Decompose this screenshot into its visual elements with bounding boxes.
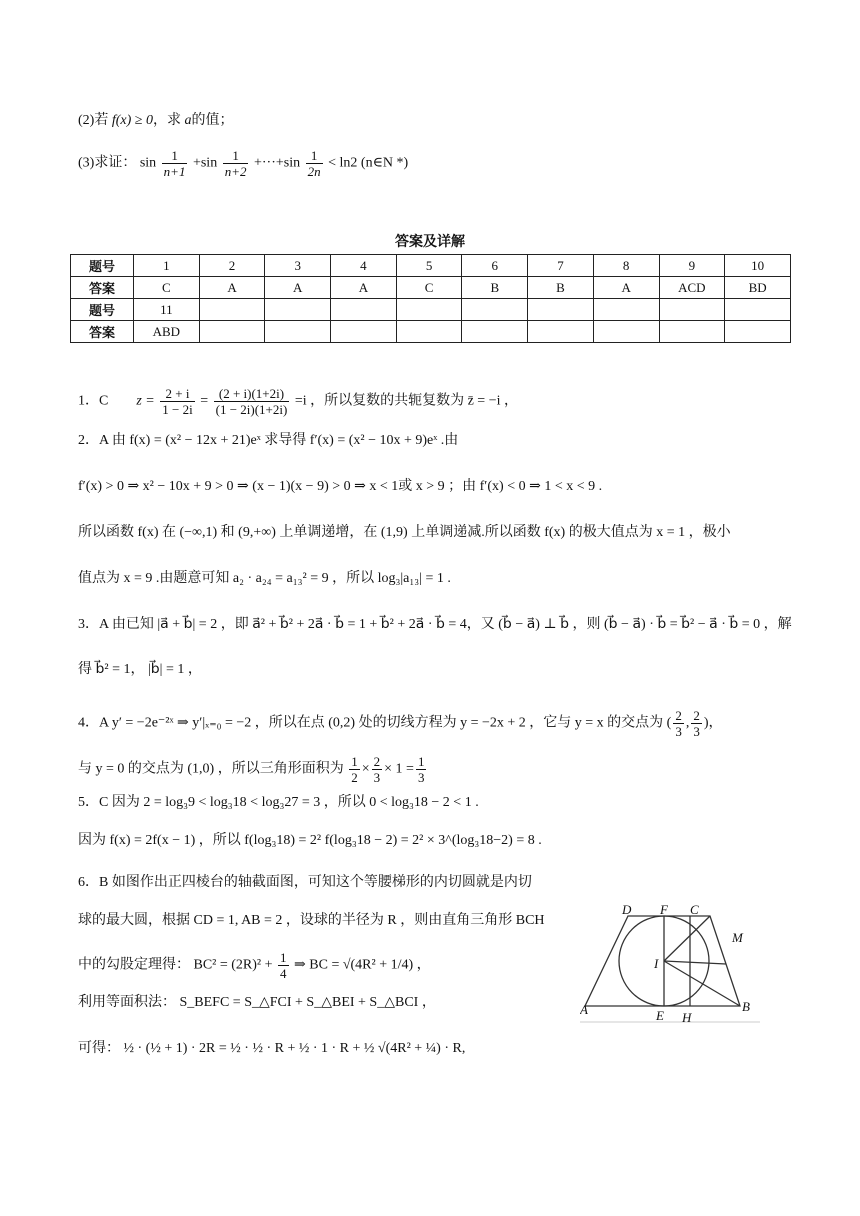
solution-2-line-1: 2．A 由 f(x) = (x² − 12x + 21)eˣ 求导得 f′(x) = (x² − 10x + 9)eˣ .由 xyxy=(78,433,459,448)
row-header: 答案 xyxy=(71,321,134,343)
fraction: $\frac{2}{3}$ xyxy=(373,754,381,785)
fraction: $\frac{1}{4}$ xyxy=(280,950,287,981)
fraction: $\frac{1}{n+2}$ xyxy=(224,148,247,179)
label-h: H xyxy=(682,1010,692,1025)
label-c: C xyxy=(690,904,699,917)
fraction: $\frac{1}{n+1}$ xyxy=(163,148,186,179)
fraction: $\frac{2}{3}$ xyxy=(675,708,682,739)
table-row: 答案 C A A A C B B A ACD BD xyxy=(71,277,791,299)
answer-section-title: 答案及详解 xyxy=(395,233,465,249)
label-e: E xyxy=(656,1008,664,1023)
trapezoid-figure xyxy=(580,904,770,1028)
row-header: 题号 xyxy=(71,255,134,277)
solution-6-line-3: 中的勾股定理得： BC² = (2R)² + $\frac{1}{4}$ ⇒ BC = √(4R² + 1/4) ， xyxy=(78,950,431,981)
table-row: 答案 ABD xyxy=(71,321,791,343)
label-b: B xyxy=(742,999,750,1014)
fraction: $\frac{1}{2}$ xyxy=(351,754,358,785)
fraction: $\frac{(2 + i)(1+2i)}{(1 - 2i)(1+2i)}$ xyxy=(215,386,288,417)
row-header: 答案 xyxy=(71,277,134,299)
solution-2-line-4: 值点为 x = 9 .由题意可知 a₂ · a₂₄ = a₁₃² = 9 ，所以 log₃|a₁₃| = 1 . xyxy=(78,571,451,586)
label-d: D xyxy=(622,904,632,917)
problem-part3: (3)求证： sin $\frac{1}{n+1}$ +sin $\frac{1}{n+2}$ +···+sin $\frac{1}{2n}$ < ln2 (n∈N *) xyxy=(78,148,409,179)
solution-1: 1．C z = $\frac{2 + i}{1 - 2i}$ = $\frac{(2 + i)(1+2i)}{(1 - 2i)(1+2i)}$ =i ，所以复数的共轭复数为 z̄ = −i ， xyxy=(78,386,518,417)
solution-5-line-2: 因为 f(x) = 2f(x − 1) ，所以 f(log₃18) = 2² f(log₃18 − 2) = 2² × 3^(log₃18−2) = 8 . xyxy=(78,833,542,848)
fraction: $\frac{1}{3}$ xyxy=(417,754,425,785)
solution-3-line-2: 得 b⃗² = 1， |b⃗| = 1 ， xyxy=(78,662,202,677)
segment-im xyxy=(664,961,726,964)
solution-6-line-4: 利用等面积法： S_BEFC = S_△FCI + S_△BEI + S_△BCI ， xyxy=(78,995,436,1010)
solution-6-line-5: 可得： ½ · (½ + 1) · 2R = ½ · ½ · R + ½ · 1 · R + ½ √(4R² + ¼) · R, xyxy=(78,1041,466,1056)
segment-ib xyxy=(664,961,740,1006)
problem-part2: (2)若 f(x) ≥ 0，求 a的值； xyxy=(78,113,234,128)
solution-4-line-2: 与 y = 0 的交点为 (1,0) ，所以三角形面积为 $\frac{1}{2}$ × $\frac{2}{3}$ × 1 = $\frac{1}{3}$ xyxy=(78,754,425,785)
label-a: A xyxy=(580,1002,588,1017)
fraction: $\frac{2 + i}{1 - 2i}$ xyxy=(162,386,193,417)
fraction: $\frac{2}{3}$ xyxy=(693,708,700,739)
row-header: 题号 xyxy=(71,299,134,321)
table-row: 题号 11 xyxy=(71,299,791,321)
label-i: I xyxy=(654,956,659,971)
solution-6-line-2: 球的最大圆，根据 CD = 1, AB = 2 ，设球的半径为 R ，则由直角三角形 BCH xyxy=(78,913,545,928)
fraction: $\frac{1}{2n}$ xyxy=(307,148,321,179)
solution-5-line-1: 5．C 因为 2 = log₃9 < log₃18 < log₃27 = 3 ，所以 0 < log₃18 − 2 < 1 . xyxy=(78,795,479,810)
table-row: 题号 1 2 3 4 5 6 7 8 9 10 xyxy=(71,255,791,277)
solution-4-line-1: 4．A y′ = −2e⁻²ˣ ⇒ y′|ₓ₌₀ = −2 ，所以在点 (0,2) 处的切线方程为 y = −2x + 2 ，它与 y = x 的交点为 ( $\frac{2}{3}$ , $\frac{2}{3}$ )， xyxy=(78,708,723,739)
solution-2-line-3: 所以函数 f(x) 在 (−∞,1) 和 (9,+∞) 上单调递增，在 (1,9) 上单调递减.所以函数 f(x) 的极大值点为 x = 1 ，极小 xyxy=(78,525,731,540)
label-m: M xyxy=(732,930,743,945)
solution-6-line-1: 6．B 如图作出正四棱台的轴截面图，可知这个等腰梯形的内切圆就是内切 xyxy=(78,875,532,890)
solution-3-line-1: 3．A 由已知 |a⃗ + b⃗| = 2 ，即 a⃗² + b⃗² + 2a⃗ · b⃗ = 1 + b⃗² + 2a⃗ · b⃗ = 4，又 (b⃗ − a⃗) ⊥ b⃗ ，则 (b⃗ − a⃗) · b⃗ = b⃗² − a⃗ · b⃗ = 0 ，解 xyxy=(78,617,792,632)
answer-table xyxy=(70,254,791,343)
label-f: F xyxy=(660,904,668,917)
solution-2-line-2: f′(x) > 0 ⇒ x² − 10x + 9 > 0 ⇒ (x − 1)(x − 9) > 0 ⇒ x < 1或 x > 9 ；由 f′(x) < 0 ⇒ 1 < x < 9 . xyxy=(78,479,603,494)
